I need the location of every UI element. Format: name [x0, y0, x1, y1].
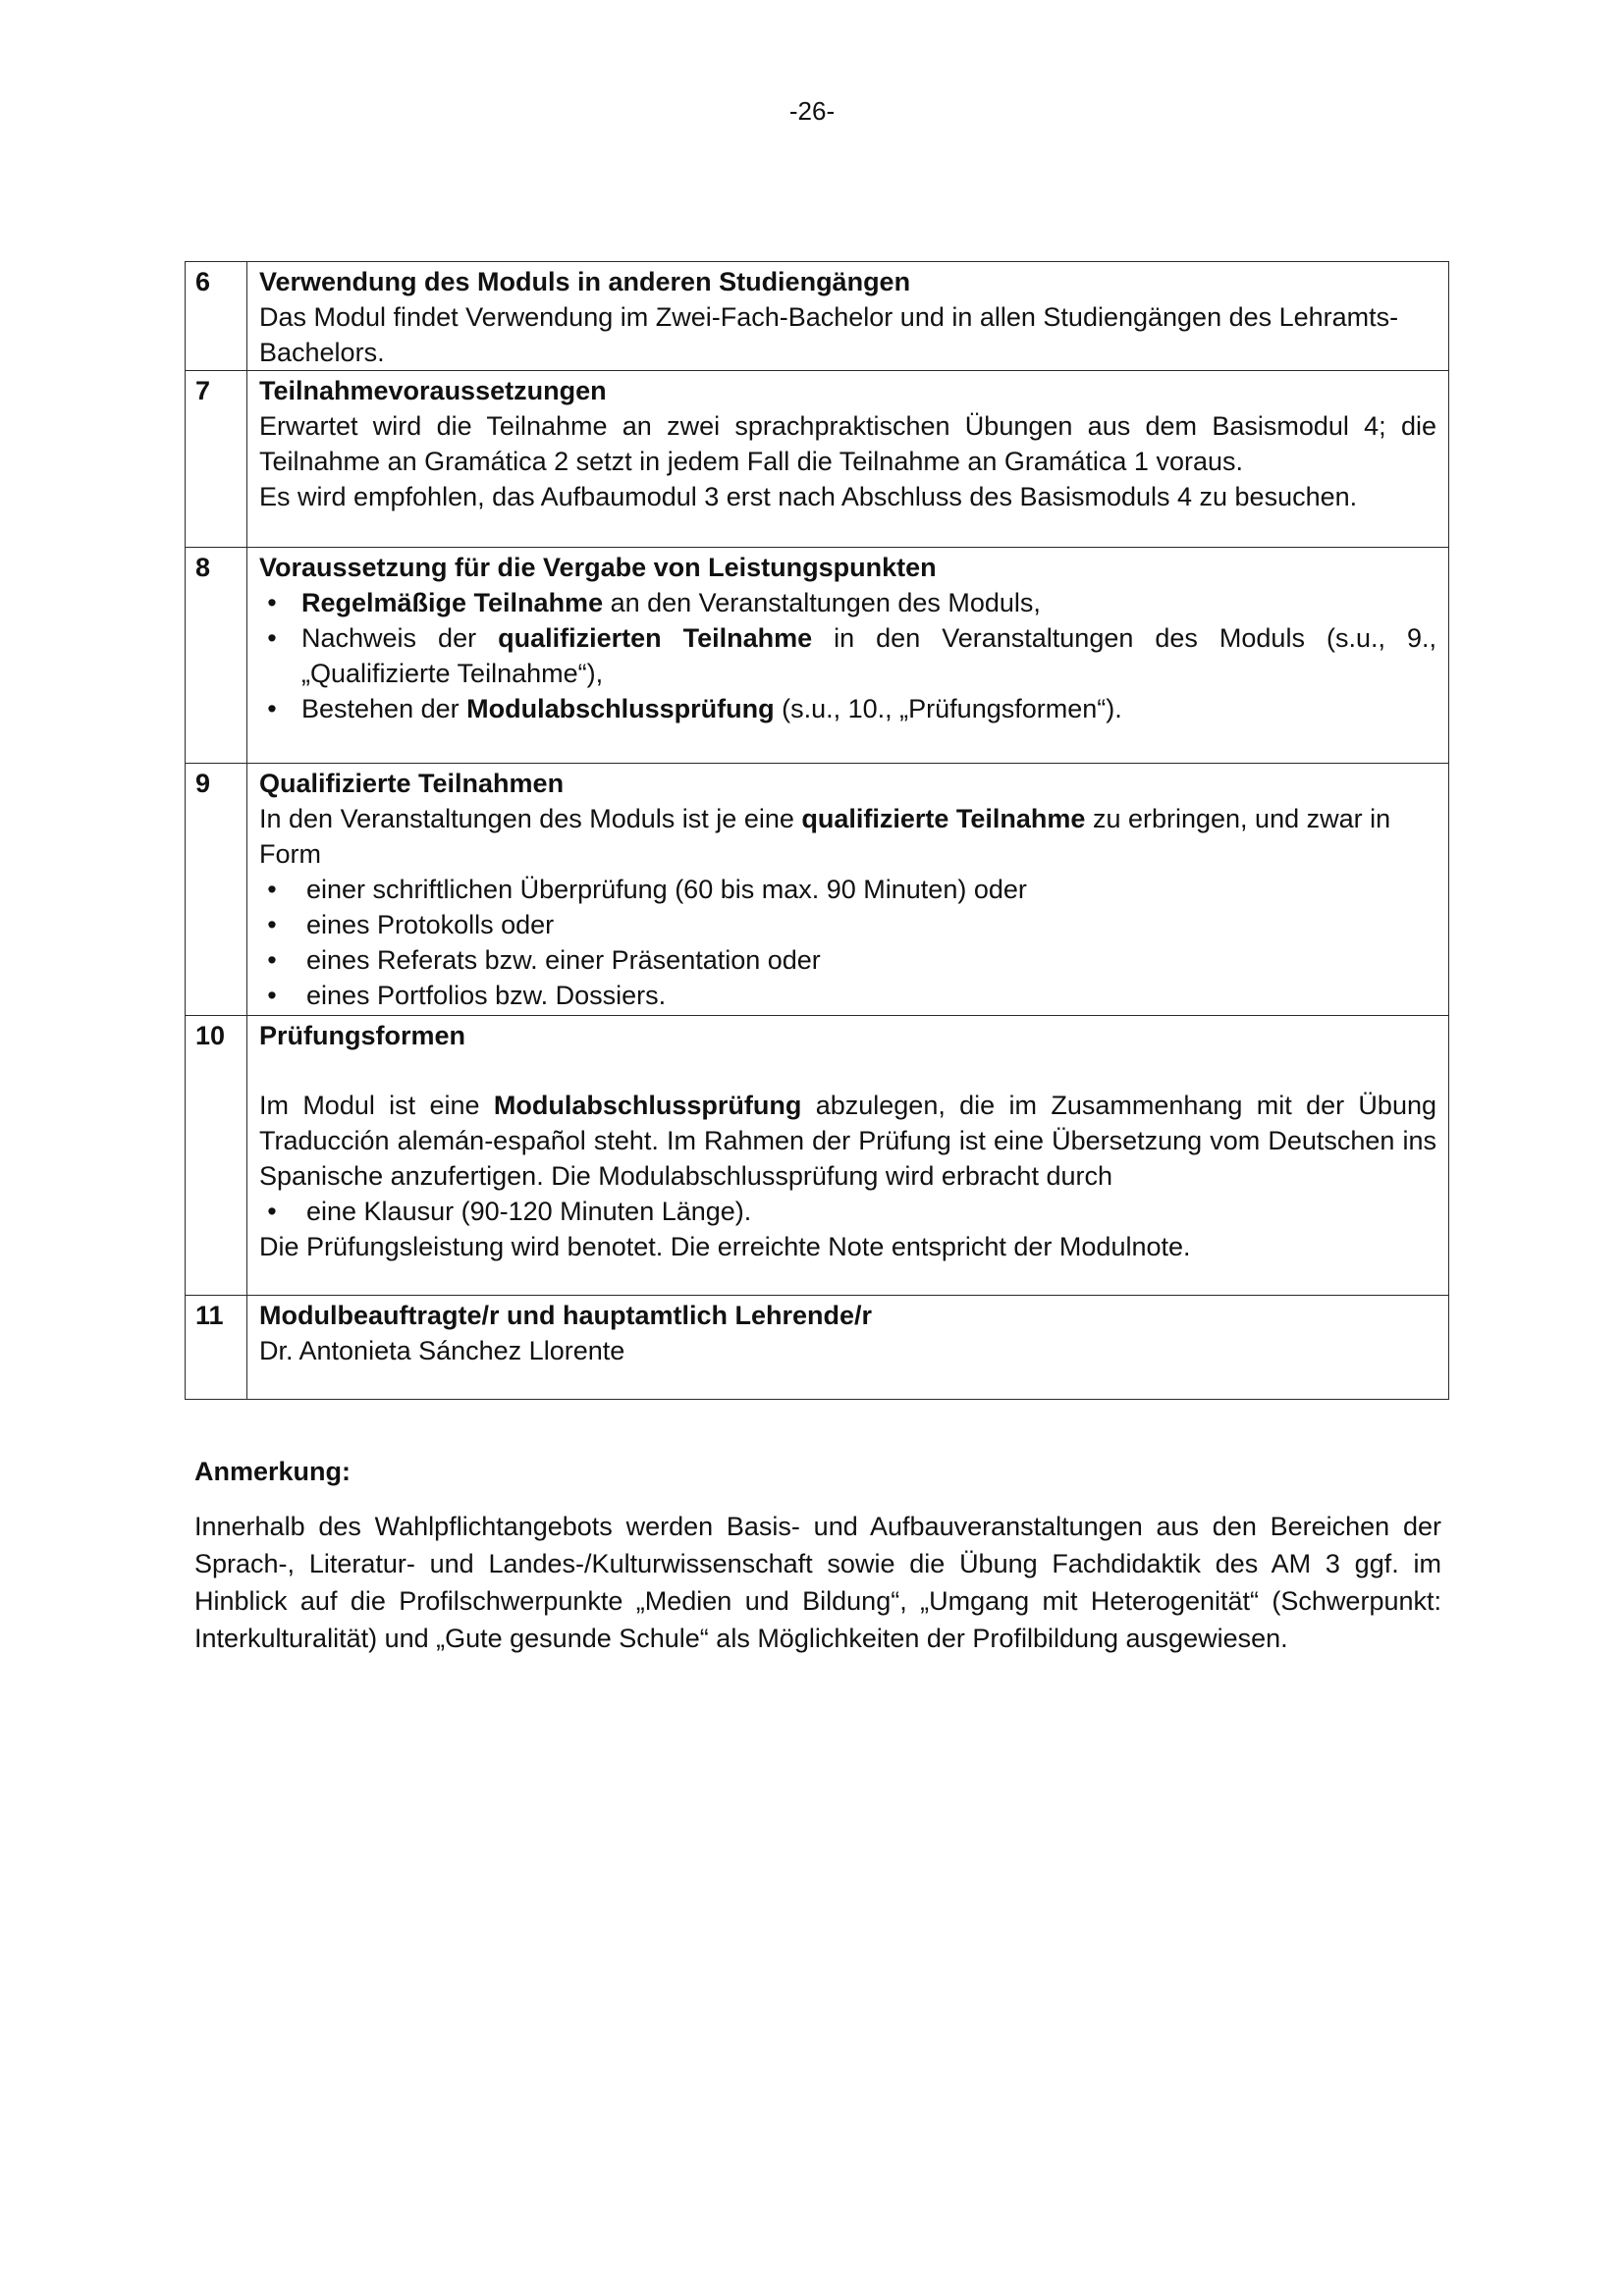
text: einer schriftlichen Überprüfung (60 bis max. 90 Minuten) oder	[306, 875, 1027, 904]
text: Im Modul ist eine	[259, 1091, 494, 1120]
text: Bestehen der	[301, 694, 467, 723]
row-title: Teilnahmevoraussetzungen	[259, 376, 607, 405]
bold-text: qualifizierte Teilnahme	[801, 804, 1086, 833]
bullet-icon: •	[267, 945, 277, 975]
row-text: Es wird empfohlen, das Aufbaumodul 3 erst nach Abschluss des Basismoduls 4 zu besuchen.	[259, 482, 1358, 511]
list-item	[259, 942, 1436, 978]
bold-text: Modulabschlussprüfung	[466, 694, 775, 723]
bullet-icon: •	[267, 1197, 277, 1226]
list-item	[259, 978, 1436, 1013]
text: eines Referats bzw. einer Präsentation oder	[306, 945, 821, 975]
bullet-icon: •	[267, 981, 277, 1010]
bullet-icon: •	[267, 875, 277, 904]
table-row	[186, 764, 1449, 1016]
page-number: -26-	[788, 96, 836, 126]
row-text: Das Modul findet Verwendung im Zwei-Fach-Bachelor und in allen Studiengängen des Lehramts-Bachelors.	[259, 302, 1399, 367]
row-number: 11	[186, 1296, 247, 1400]
table-row	[186, 371, 1449, 548]
row-number: 10	[186, 1016, 247, 1296]
bold-text: Modulabschlussprüfung	[493, 1091, 802, 1120]
list-item	[259, 691, 1436, 726]
list-item	[259, 585, 1436, 620]
row-title: Modulbeauftragte/r und hauptamtlich Lehrende/r	[259, 1301, 873, 1330]
row-text	[259, 801, 1436, 872]
row-number: 9	[186, 764, 247, 1016]
text: (s.u., 10., „Prüfungsformen“).	[774, 694, 1122, 723]
module-table	[185, 261, 1449, 1400]
text: eine Klausur (90-120 Minuten Länge).	[306, 1197, 752, 1226]
row-text: Die Prüfungsleistung wird benotet. Die erreichte Note entspricht der Modulnote.	[259, 1232, 1191, 1261]
text: abzulegen, die im Zusammenhang mit der Übung Traducción alemán-español steht. Im Rahmen der Prüfung ist eine Übersetzung vom Deutschen ins Spanische anzufertigen. Die Modulabschlussprüfung wird erbracht durch	[259, 1091, 1436, 1191]
row-title: Voraussetzung für die Vergabe von Leistungspunkten	[259, 553, 937, 582]
table-row	[186, 262, 1449, 371]
row-text: Erwartet wird die Teilnahme an zwei sprachpraktischen Übungen aus dem Basismodul 4; die Teilnahme an Gramática 2 setzt in jedem Fall die Teilnahme an Gramática 1 voraus.	[259, 411, 1436, 476]
row-title: Qualifizierte Teilnahmen	[259, 769, 565, 798]
row-title: Prüfungsformen	[259, 1021, 466, 1050]
row-text	[259, 1088, 1436, 1194]
row-title: Verwendung des Moduls in anderen Studiengängen	[259, 267, 911, 296]
row-number: 8	[186, 548, 247, 764]
row-content	[247, 1296, 1449, 1400]
row-content	[247, 371, 1449, 548]
bold-text: Regelmäßige Teilnahme	[301, 588, 604, 617]
note-title: Anmerkung:	[194, 1457, 352, 1486]
text: eines Protokolls oder	[306, 910, 555, 939]
list-item	[259, 620, 1436, 691]
row-content	[247, 764, 1449, 1016]
spacer	[259, 1053, 1436, 1088]
list-item	[259, 907, 1436, 942]
text: in den Veranstaltungen des Moduls (s.u., 9., „Qualifizierte Teilnahme“),	[301, 623, 1436, 688]
row-text: Dr. Antonieta Sánchez Llorente	[259, 1336, 625, 1365]
bullet-icon: •	[267, 910, 277, 939]
row-content	[247, 262, 1449, 371]
list-item	[259, 872, 1436, 907]
bold-text: qualifizierten Teilnahme	[498, 623, 813, 653]
row-content	[247, 548, 1449, 764]
bullet-list	[259, 1194, 1436, 1229]
text: an den Veranstaltungen des Moduls,	[603, 588, 1041, 617]
bullet-icon: •	[267, 588, 277, 617]
row-number: 6	[186, 262, 247, 371]
row-content	[247, 1016, 1449, 1296]
text: eines Portfolios bzw. Dossiers.	[306, 981, 667, 1010]
list-item	[259, 1194, 1436, 1229]
bullet-list	[259, 585, 1436, 726]
table-row	[186, 548, 1449, 764]
row-number: 7	[186, 371, 247, 548]
text: In den Veranstaltungen des Moduls ist je eine	[259, 804, 802, 833]
text: Nachweis der	[301, 623, 499, 653]
table-row	[186, 1016, 1449, 1296]
bullet-icon: •	[267, 623, 277, 653]
bullet-list	[259, 872, 1436, 1013]
table-row	[186, 1296, 1449, 1400]
note-text: Innerhalb des Wahlpflichtangebots werden Basis- und Aufbauveranstaltungen aus den Bereichen der Sprach-, Literatur- und Landes-/Kulturwissenschaft sowie die Übung Fachdidaktik des AM 3 ggf. im Hinblick auf die Profilschwerpunkte „Medien und Bildung“, „Umgang mit Heterogenität“ (Schwerpunkt: Interkulturalität) und „Gute gesunde Schule“ als Möglichkeiten der Profilbildung ausgewiesen.	[194, 1512, 1441, 1653]
text: zu erbringen, und zwar in Form	[259, 804, 1391, 869]
bullet-icon: •	[267, 694, 277, 723]
